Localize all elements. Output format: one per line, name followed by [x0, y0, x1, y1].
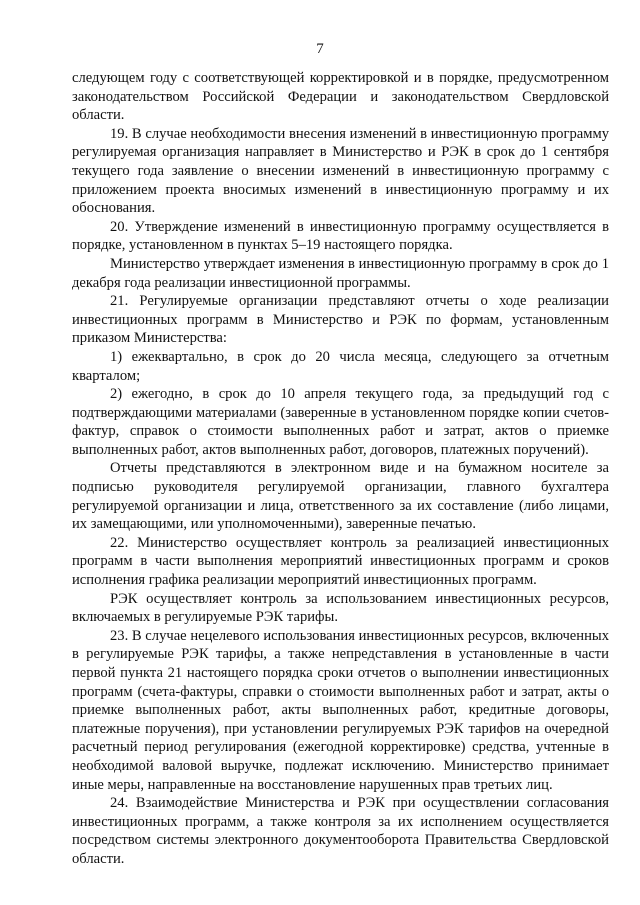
paragraph-item-21: 21. Регулируемые организации представляют отчеты о ходе реализации инвестиционных программ в Министерство и РЭК по формам, установленным приказом Министерства:: [72, 293, 609, 347]
paragraph-item-20-approval: Министерство утверждает изменения в инвестиционную программу в срок до 1 декабря года реализации инвестиционной программы.: [72, 255, 609, 291]
paragraph-item-19: 19. В случае необходимости внесения изменений в инвестиционную программу регулируемая организация направляет в Министерство и РЭК в срок до 1 сентября текущего года заявление о внесении изменений в инвестиционную программу с приложением проекта вносимых изменений в инвестиционную программу и их обоснования.: [72, 125, 609, 217]
document-body: [72, 69, 609, 869]
paragraph-item-22: 22. Министерство осуществляет контроль за реализацией инвестиционных программ в части выполнения мероприятий инвестиционных программ и сроков исполнения графика реализации мероприятий инвестиционных программ.: [72, 534, 609, 589]
page-number: 7: [316, 41, 324, 57]
paragraph-item-23: 23. В случае нецелевого использования инвестиционных ресурсов, включенных в регулируемые РЭК тарифы, а также непредставления в установленные в части первой пункта 21 настоящего порядка сроки отчетов о выполнении инвестиционных программ (счета-фактуры, справки о стоимости выполненных работ и затрат, акты о приемке выполненных работ, акты выполненных работ, кредитные договоры, платежные поручения), при установлении регулируемых РЭК тарифов на очередной расчетный период регулирования (ежегодной корректировке) средства, учтенные в необходимой валовой выручке, подлежат исключению. Министерство принимает иные меры, направленные на восстановление нарушенных прав третьих лиц.: [72, 627, 609, 793]
paragraph-item-21-reports: Отчеты представляются в электронном виде и на бумажном носителе за подписью руководителя регулируемой организации, главного бухгалтера регулируемой организации и лица, ответственного за их составление (либо лицами, их замещающими, или уполномоченными), заверенные печатью.: [72, 460, 609, 533]
paragraph-item-22-rek: РЭК осуществляет контроль за использованием инвестиционных ресурсов, включаемых в регулируемые РЭК тарифы.: [72, 590, 609, 626]
paragraph-item-20: 20. Утверждение изменений в инвестиционную программу осуществляется в порядке, установленном в пунктах 5–19 настоящего порядка.: [72, 218, 609, 254]
paragraph-item-24: 24. Взаимодействие Министерства и РЭК при осуществлении согласования инвестиционных программ, а также контроля за их исполнением осуществляется посредством системы электронного документооборота Правительства Свердловской области.: [72, 795, 609, 867]
paragraph-continuation: следующем году с соответствующей корректировкой и в порядке, предусмотренном законодательством Российской Федерации и законодательством Свердловской области.: [72, 70, 609, 124]
paragraph-item-21-sub-2: 2) ежегодно, в срок до 10 апреля текущего года, за предыдущий год с подтверждающими материалами (заверенные в установленном порядке копии счетов-фактур, справок о стоимости выполненных работ и затрат, актов о приемке выполненных работ, актов выполненных работ, договоров, платежных поручений).: [72, 386, 609, 458]
paragraph-item-21-sub-1: 1) ежеквартально, в срок до 20 числа месяца, следующего за отчетным кварталом;: [72, 348, 609, 384]
